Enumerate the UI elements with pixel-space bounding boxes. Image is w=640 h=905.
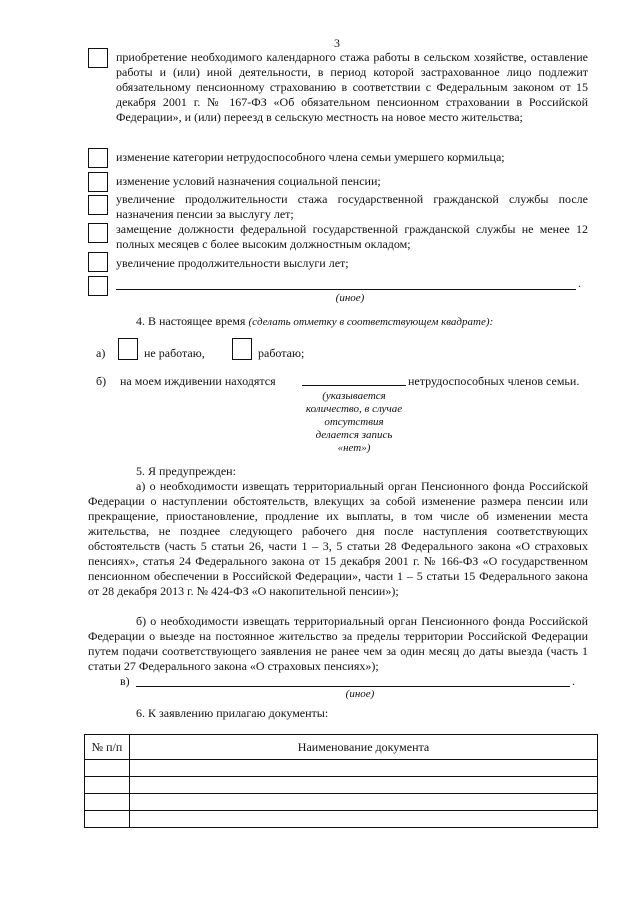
other-caption: (иное) (335, 292, 365, 304)
section4-hint: (сделать отметку в соответствующем квадрате): (248, 316, 494, 328)
dependents-text-before: на моем иждивении находятся (120, 374, 276, 388)
checklist-item-seniority-increase: увеличение продолжительности выслуги лет; (116, 256, 349, 270)
section5-item-v-label: в) (120, 674, 130, 688)
dependents-count-field[interactable] (302, 385, 406, 386)
table-cell-number[interactable] (85, 777, 130, 794)
checklist-item-service-length-increase: увеличение продолжительности стажа государственной гражданской службы после назначения пенсии за выслугу лет; (116, 192, 588, 221)
not-working-label: не работаю, (144, 346, 205, 360)
table-cell-document-name[interactable] (130, 794, 598, 811)
checkbox-other[interactable] (88, 276, 108, 296)
table-cell-number[interactable] (85, 794, 130, 811)
table-row (85, 760, 598, 777)
table-cell-number[interactable] (85, 811, 130, 828)
checkbox-working[interactable] (232, 338, 252, 360)
table-cell-document-name[interactable] (130, 777, 598, 794)
option-a-label: а) (96, 346, 106, 360)
table-cell-document-name[interactable] (130, 811, 598, 828)
checkbox-higher-salary-position[interactable] (88, 223, 108, 243)
table-row (85, 811, 598, 828)
checklist-item-higher-salary-position: замещение должности федеральной государственной гражданской службы не менее 12 полных месяцев с более высоким должностным окладом; (116, 222, 588, 251)
checkbox-seniority-increase[interactable] (88, 252, 108, 272)
table-row (85, 794, 598, 811)
section4-heading (136, 314, 493, 330)
document-page: 3 приобретение необходимого календарного стажа работы в сельском хозяйстве, оставление работы и (или) иной деятельности, в период которой застрахованное лицо подлежит обязательному пенсионному страхованию в соответствии с Федеральным законом от 15 декабря 2001 г. № 167-ФЗ «Об обязательном пенсионном страховании в Российской Федерации», и (или) переезд в сельскую местность на новое место жительства; изменение категории нетрудоспособного члена семьи умершего кормильца; изменение условий назначения социальной пенсии; увеличение продолжительности стажа государственной гражданской службы после назначения пенсии за выслугу лет; замещение должности федеральной государственной гражданской службы не менее 12 полных месяцев с более высоким должностным окладом; увеличение продолжительности выслуги лет; . (иное) 4. В настоящее время (сделать отметку в соответствующем квадрате): а) не работаю, работаю; б) на моем иждивении находятся нетрудоспособных членов семьи. (указывается количество, в случае отсутствия делается запись «нет») 5. Я предупрежден: а) о необходимости извещать территориальный орган Пенсионного фонда Российской Федерации о наступлении обстоятельств, влекущих за собой изменение размера пенсии или прекращение, приостановление, продление их выплаты, в том числе об изменении места жительства, не позднее следующего рабочего дня после наступления соответствующих обстоятельств (часть 5 статьи 26, части 1 – 3, 5 статьи 28 Федерального закона «О страховых пенсиях», статья 24 Федерального закона от 15 декабря 2001 г. № 166-ФЗ «О государственном пенсионном обеспечении в Российской Федерации», части 1 – 5 статьи 15 Федерального закона от 28 декабря 2013 г. № 424-ФЗ «О накопительной пенсии»); б) о необходимости извещать территориальный орган Пенсионного фонда Российской Федерации о выезде на постоянное жительство за пределы территории Российской Федерации путем подачи соответствующего заявления не ранее чем за один месяц до даты выезда (часть 1 статьи 27 Федерального закона «О страховых пенсиях»); в) . (иное) 6. К заявлению прилагаю документы: № п/п Наименование документа (0, 0, 640, 905)
section6-title: 6. К заявлению прилагаю документы: (136, 706, 329, 720)
section5-title: 5. Я предупрежден: (136, 464, 236, 478)
documents-table (84, 734, 598, 828)
column-document-name-header: Наименование документа (130, 735, 598, 760)
dependents-text-after: нетрудоспособных членов семьи. (408, 374, 580, 388)
table-cell-document-name[interactable] (130, 760, 598, 777)
dependents-hint: (указывается количество, в случае отсутствия делается запись «нет») (305, 390, 403, 454)
option-b-label: б) (96, 374, 107, 388)
section5-item-b: б) о необходимости извещать территориальный орган Пенсионного фонда Российской Федерации о выезде на постоянное жительство за пределы территории Российской Федерации путем подачи соответствующего заявления не ранее чем за один месяц до даты выезда (часть 1 статьи 27 Федерального закона «О страховых пенсиях»); (88, 614, 588, 673)
table-cell-number[interactable] (85, 760, 130, 777)
checklist-item-family-member-category: изменение категории нетрудоспособного члена семьи умершего кормильца; (116, 150, 505, 164)
checkbox-family-member-category[interactable] (88, 148, 108, 168)
working-label: работаю; (258, 346, 305, 360)
checkbox-social-pension-conditions[interactable] (88, 172, 108, 192)
page-number: 3 (334, 36, 340, 50)
checkbox-rural-experience[interactable] (88, 48, 108, 68)
table-row (85, 777, 598, 794)
section4-title: 4. В настоящее время (136, 314, 246, 328)
table-header-row (85, 735, 598, 760)
column-number-header: № п/п (85, 735, 130, 760)
checklist-item-rural-experience: приобретение необходимого календарного стажа работы в сельском хозяйстве, оставление работы и (или) иной деятельности, в период которой застрахованное лицо подлежит обязательному пенсионному страхованию в соответствии с Федеральным законом от 15 декабря 2001 г. № 167-ФЗ «Об обязательном пенсионном страховании в Российской Федерации», и (или) переезд в сельскую местность на новое место жительства; (116, 50, 588, 124)
checklist-item-social-pension-conditions: изменение условий назначения социальной пенсии; (116, 174, 381, 188)
other-entry-line[interactable] (116, 289, 576, 290)
section5-other-line[interactable] (136, 686, 570, 687)
section5-item-a: а) о необходимости извещать территориальный орган Пенсионного фонда Российской Федерации о наступлении обстоятельств, влекущих за собой изменение размера пенсии или прекращение, приостановление, продление их выплаты, в том числе об изменении места жительства, не позднее следующего рабочего дня после наступления соответствующих обстоятельств (часть 5 статьи 26, части 1 – 3, 5 статьи 28 Федерального закона «О страховых пенсиях», статья 24 Федерального закона от 15 декабря 2001 г. № 166-ФЗ «О государственном пенсионном обеспечении в Российской Федерации», части 1 – 5 статьи 15 Федерального закона от 28 декабря 2013 г. № 424-ФЗ «О накопительной пенсии»); (88, 479, 588, 598)
section5-other-caption: (иное) (345, 688, 375, 700)
checkbox-service-length-increase[interactable] (88, 195, 108, 215)
checkbox-not-working[interactable] (118, 338, 138, 360)
